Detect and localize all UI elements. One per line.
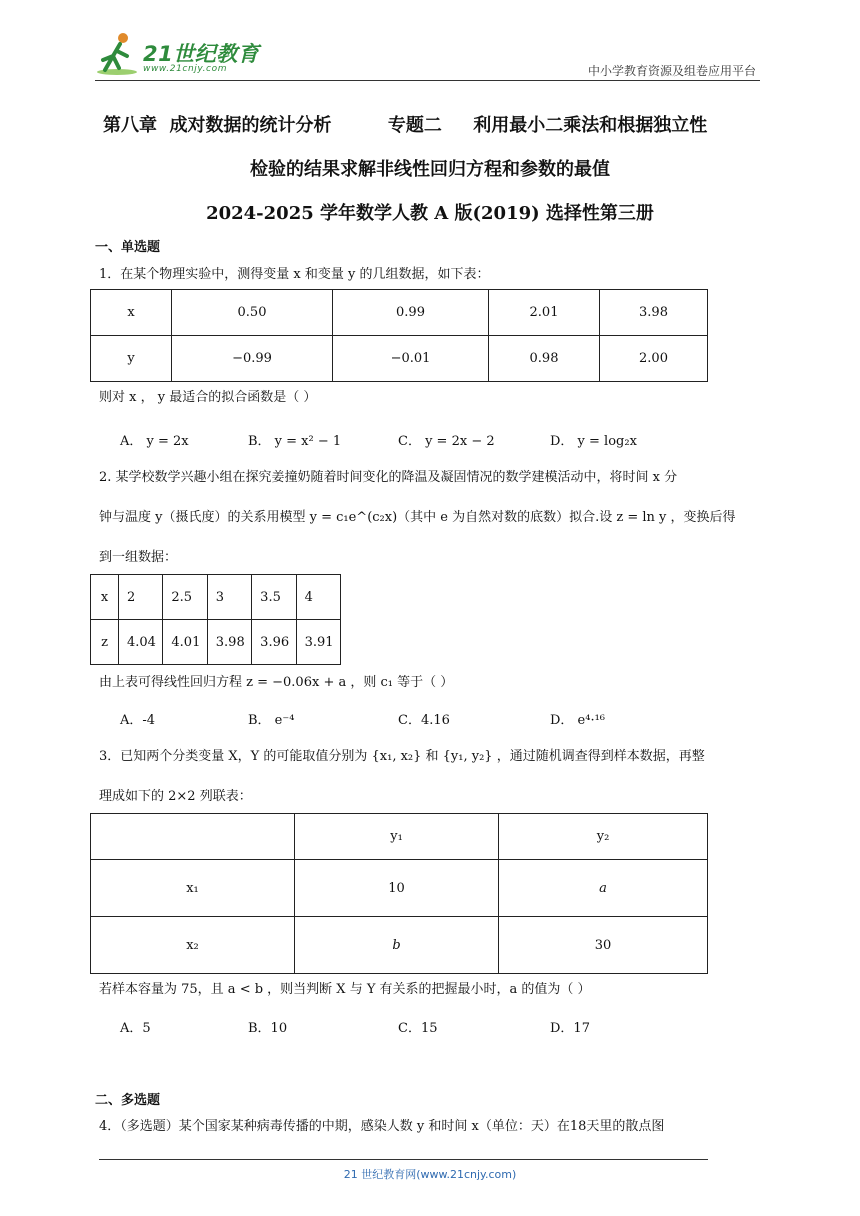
table-row (91, 860, 708, 917)
q2-line-1: 2. 某学校数学兴趣小组在探究姜撞奶随着时间变化的降温及凝固情况的数学建模活动中，将时间 x 分 (99, 470, 678, 485)
table-cell: −0.01 (333, 336, 489, 382)
table-row (91, 290, 708, 336)
table-row (91, 575, 341, 620)
q4-line-1: 4．（多选题）某个国家某种病毒传播的中期，感染人数 y 和时间 x（单位：天）在18天里的散点图 (99, 1119, 665, 1134)
table-cell: 3 (207, 575, 251, 620)
q2-table (90, 574, 341, 665)
q3-option-a[interactable]: A．5 (120, 1021, 151, 1036)
table-cell: z (91, 620, 119, 665)
table-cell: y₂ (499, 814, 708, 860)
logo-url: www.21cnjy.com (143, 64, 228, 74)
section-multi-choice: 二、多选题 (95, 1093, 161, 1108)
table-row (91, 620, 341, 665)
title-line-2: 检验的结果求解非线性回归方程和参数的最值 (250, 159, 610, 180)
q2-option-b[interactable]: B． e⁻⁴ (248, 713, 295, 728)
q1-option-a[interactable]: A． y = 2x (120, 434, 189, 449)
q1-option-d[interactable]: D． y = log₂x (550, 434, 637, 449)
table-cell: 3.96 (252, 620, 296, 665)
logo-text: 21世纪教育 (143, 42, 260, 66)
q3-line-2: 理成如下的 2×2 列联表： (99, 789, 252, 804)
table-cell: 0.99 (333, 290, 489, 336)
table-cell: −0.99 (172, 336, 333, 382)
table-cell: 4.04 (119, 620, 163, 665)
q1-option-b[interactable]: B． y = x² − 1 (248, 434, 342, 449)
q3-table (90, 813, 708, 974)
table-cell: y₁ (295, 814, 499, 860)
q2-line-3: 到一组数据： (99, 550, 178, 565)
q2-line-2: 钟与温度 y（摄氏度）的关系用模型 y = c₁e^(c₂x)（其中 e 为自然对数的底数）拟合.设 z = ln y ，变换后得 (99, 510, 736, 525)
table-row (91, 917, 708, 974)
table-cell: 3.98 (207, 620, 251, 665)
q3-option-b[interactable]: B．10 (248, 1021, 288, 1036)
table-cell: a (499, 860, 708, 917)
q1-ask: 则对 x ， y 最适合的拟合函数是（ ） (99, 390, 317, 405)
header-divider (95, 80, 760, 81)
table-cell: 30 (499, 917, 708, 974)
q2-ask: 由上表可得线性回归方程 z = −0.06x + a ，则 c₁ 等于（ ） (99, 675, 454, 690)
table-cell: x (91, 290, 172, 336)
table-cell: 0.50 (172, 290, 333, 336)
q3-line-1: 3．已知两个分类变量 X，Y 的可能取值分别为 {x₁, x₂} 和 {y₁, y₂} ，通过随机调查得到样本数据，再整 (99, 749, 705, 764)
table-cell: 2.5 (163, 575, 207, 620)
q1-option-c[interactable]: C． y = 2x − 2 (398, 434, 495, 449)
table-row (91, 814, 708, 860)
table-cell: x₁ (91, 860, 295, 917)
q3-option-c[interactable]: C．15 (398, 1021, 438, 1036)
table-cell: 10 (295, 860, 499, 917)
q2-option-a[interactable]: A．-4 (120, 713, 156, 728)
header-platform-name: 中小学教育资源及组卷应用平台 (587, 64, 756, 78)
table-cell: 3.5 (252, 575, 296, 620)
table-cell: 4 (296, 575, 340, 620)
title-line-3: 2024-2025 学年数学人教 A 版(2019) 选择性第三册 (206, 203, 654, 224)
table-cell: 3.91 (296, 620, 340, 665)
table-cell (91, 814, 295, 860)
q3-ask: 若样本容量为 75，且 a < b ，则当判断 X 与 Y 有关系的把握最小时，a 的值为（ ） (99, 982, 591, 997)
table-cell: 3.98 (600, 290, 708, 336)
table-cell: 4.01 (163, 620, 207, 665)
table-cell: 2.01 (489, 290, 600, 336)
table-cell: x₂ (91, 917, 295, 974)
q2-option-c[interactable]: C．4.16 (398, 713, 450, 728)
q1-table (90, 289, 708, 382)
table-cell: x (91, 575, 119, 620)
section-single-choice: 一、单选题 (95, 240, 161, 255)
footer-divider (99, 1159, 708, 1160)
table-cell: 2.00 (600, 336, 708, 382)
table-cell: 0.98 (489, 336, 600, 382)
q3-option-d[interactable]: D．17 (550, 1021, 590, 1036)
table-cell: y (91, 336, 172, 382)
q1-stem: 1．在某个物理实验中，测得变量 x 和变量 y 的几组数据，如下表： (99, 267, 490, 282)
footer-link[interactable]: 21 世纪教育网(www.21cnjy.com) (343, 1168, 517, 1181)
table-row (91, 336, 708, 382)
title-line-1: 第八章 成对数据的统计分析 专题二 利用最小二乘法和根据独立性 (103, 115, 708, 136)
q2-option-d[interactable]: D． e⁴·¹⁶ (550, 713, 606, 728)
table-cell: 2 (119, 575, 163, 620)
table-cell: b (295, 917, 499, 974)
